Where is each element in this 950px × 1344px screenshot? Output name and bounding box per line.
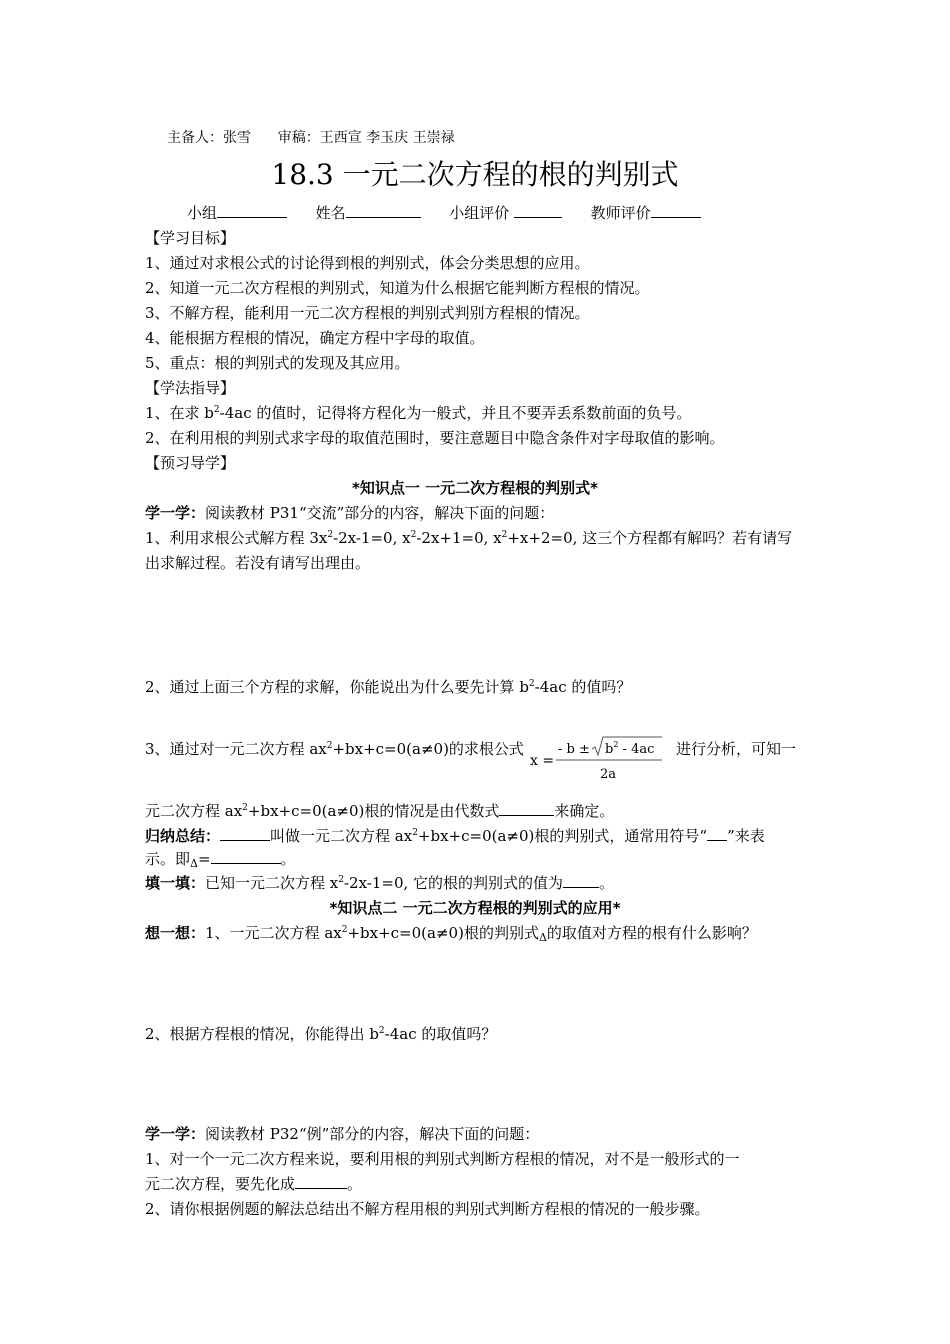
study-two-item-1: 1、对一个一元二次方程来说，要利用根的判别式判断方程根的情况，对不是一般形式的一 [145, 1150, 740, 1168]
evaluation-row: 小组 姓名 小组评价 教师评价 [187, 203, 701, 223]
formula-denominator: 2a [600, 767, 617, 782]
fill-in-question: 填一填：已知一元二次方程 $x^2-2x-1=0$, 它的根的判别式的值为 。 [145, 874, 615, 892]
summary-line-1: 归纳总结： 叫做一元二次方程 $ax^2+bx+c=0(a\ne 0)$根的判别式，通常用符号“ ”来表 [145, 827, 765, 845]
question-2: 2、通过上面三个方程的求解，你能说出为什么要先计算 $b^2-4ac$ 的值吗？ [145, 678, 632, 696]
method-item: 2、在利用根的判别式求字母的取值范围时，要注意题目中隐含条件对字母取值的影响。 [145, 429, 725, 447]
study-prompt-two: 学一学：阅读教材 P32“例”部分的内容，解决下面的问题： [145, 1125, 540, 1143]
think-question-2: 2、根据方程根的情况，你能得出 $b^2-4ac$ 的取值吗？ [145, 1025, 497, 1043]
objective-item: 4、能根据方程根的情况，确定方程中字母的取值。 [145, 329, 485, 347]
knowledge-point-one-title: *知识点一 一元二次方程根的判别式* [352, 479, 598, 497]
page-title: 18.3 一元二次方程的根的判别式 [271, 158, 679, 191]
study-two-item-2: 2、请你根据例题的解法总结出不解方程用根的判别式判断方程根的情况的一般步骤。 [145, 1200, 710, 1218]
objective-item: 5、重点：根的判别式的发现及其应用。 [145, 354, 410, 372]
question-1-line-2: 出求解过程。若没有请写出理由。 [145, 554, 371, 572]
section-heading-preview: 【预习导学】 [145, 454, 236, 472]
method-item: 1、在求 $b^2-4ac$ 的值时，记得将方程化为一般式，并且不要弄丢系数前面的负号。 [145, 404, 692, 422]
section-heading-method: 【学法指导】 [145, 379, 236, 397]
formula-radicand: $b^2 - 4ac$ [605, 740, 655, 757]
knowledge-point-two-title: *知识点二 一元二次方程根的判别式的应用* [329, 899, 621, 917]
objective-item: 2、知道一元二次方程根的判别式，知道为什么根据它能判断方程根的情况。 [145, 279, 650, 297]
summary-line-2: 示。即$_\Delta$= 。 [145, 850, 296, 870]
question-3-line-1: 3、通过对一元二次方程 $ax^2+bx+c=0(a\ne 0)$的求根公式 [145, 740, 524, 758]
question-3-line-2: 元二次方程 $ax^2+bx+c=0(a\ne 0)$根的情况是由代数式 来确定。 [145, 802, 615, 820]
objective-item: 3、不解方程，能利用一元二次方程根的判别式判别方程根的情况。 [145, 304, 590, 322]
study-two-item-1-cont: 元二次方程，要先化成 。 [145, 1175, 363, 1193]
header-authors: 主备人：张雪 审稿：王西宣 李玉庆 王崇禄 [167, 130, 455, 146]
question-1-line-1: 1、利用求根公式解方程 $3x^2-2x-1=0$, $x^2-2x+1=0$, $x^2+x+2=0$, 这三个方程都有解吗？若有请写 [145, 529, 793, 547]
objective-item: 1、通过对求根公式的讨论得到根的判别式，体会分类思想的应用。 [145, 254, 590, 272]
study-prompt-one: 学一学：阅读教材 P31“交流”部分的内容，解决下面的问题： [145, 504, 555, 522]
quadratic-formula [528, 735, 668, 785]
section-heading-objectives: 【学习目标】 [145, 229, 236, 247]
think-question-1: 想一想：1、一元二次方程 $ax^2+bx+c=0(a\ne 0)$根的判别式$_\Delta$的取值对方程的根有什么影响？ [145, 924, 757, 944]
formula-x: x = [530, 753, 555, 769]
formula-numerator-left: - b ± [558, 742, 590, 757]
question-3-tail: 进行分析，可知一 [676, 740, 797, 758]
